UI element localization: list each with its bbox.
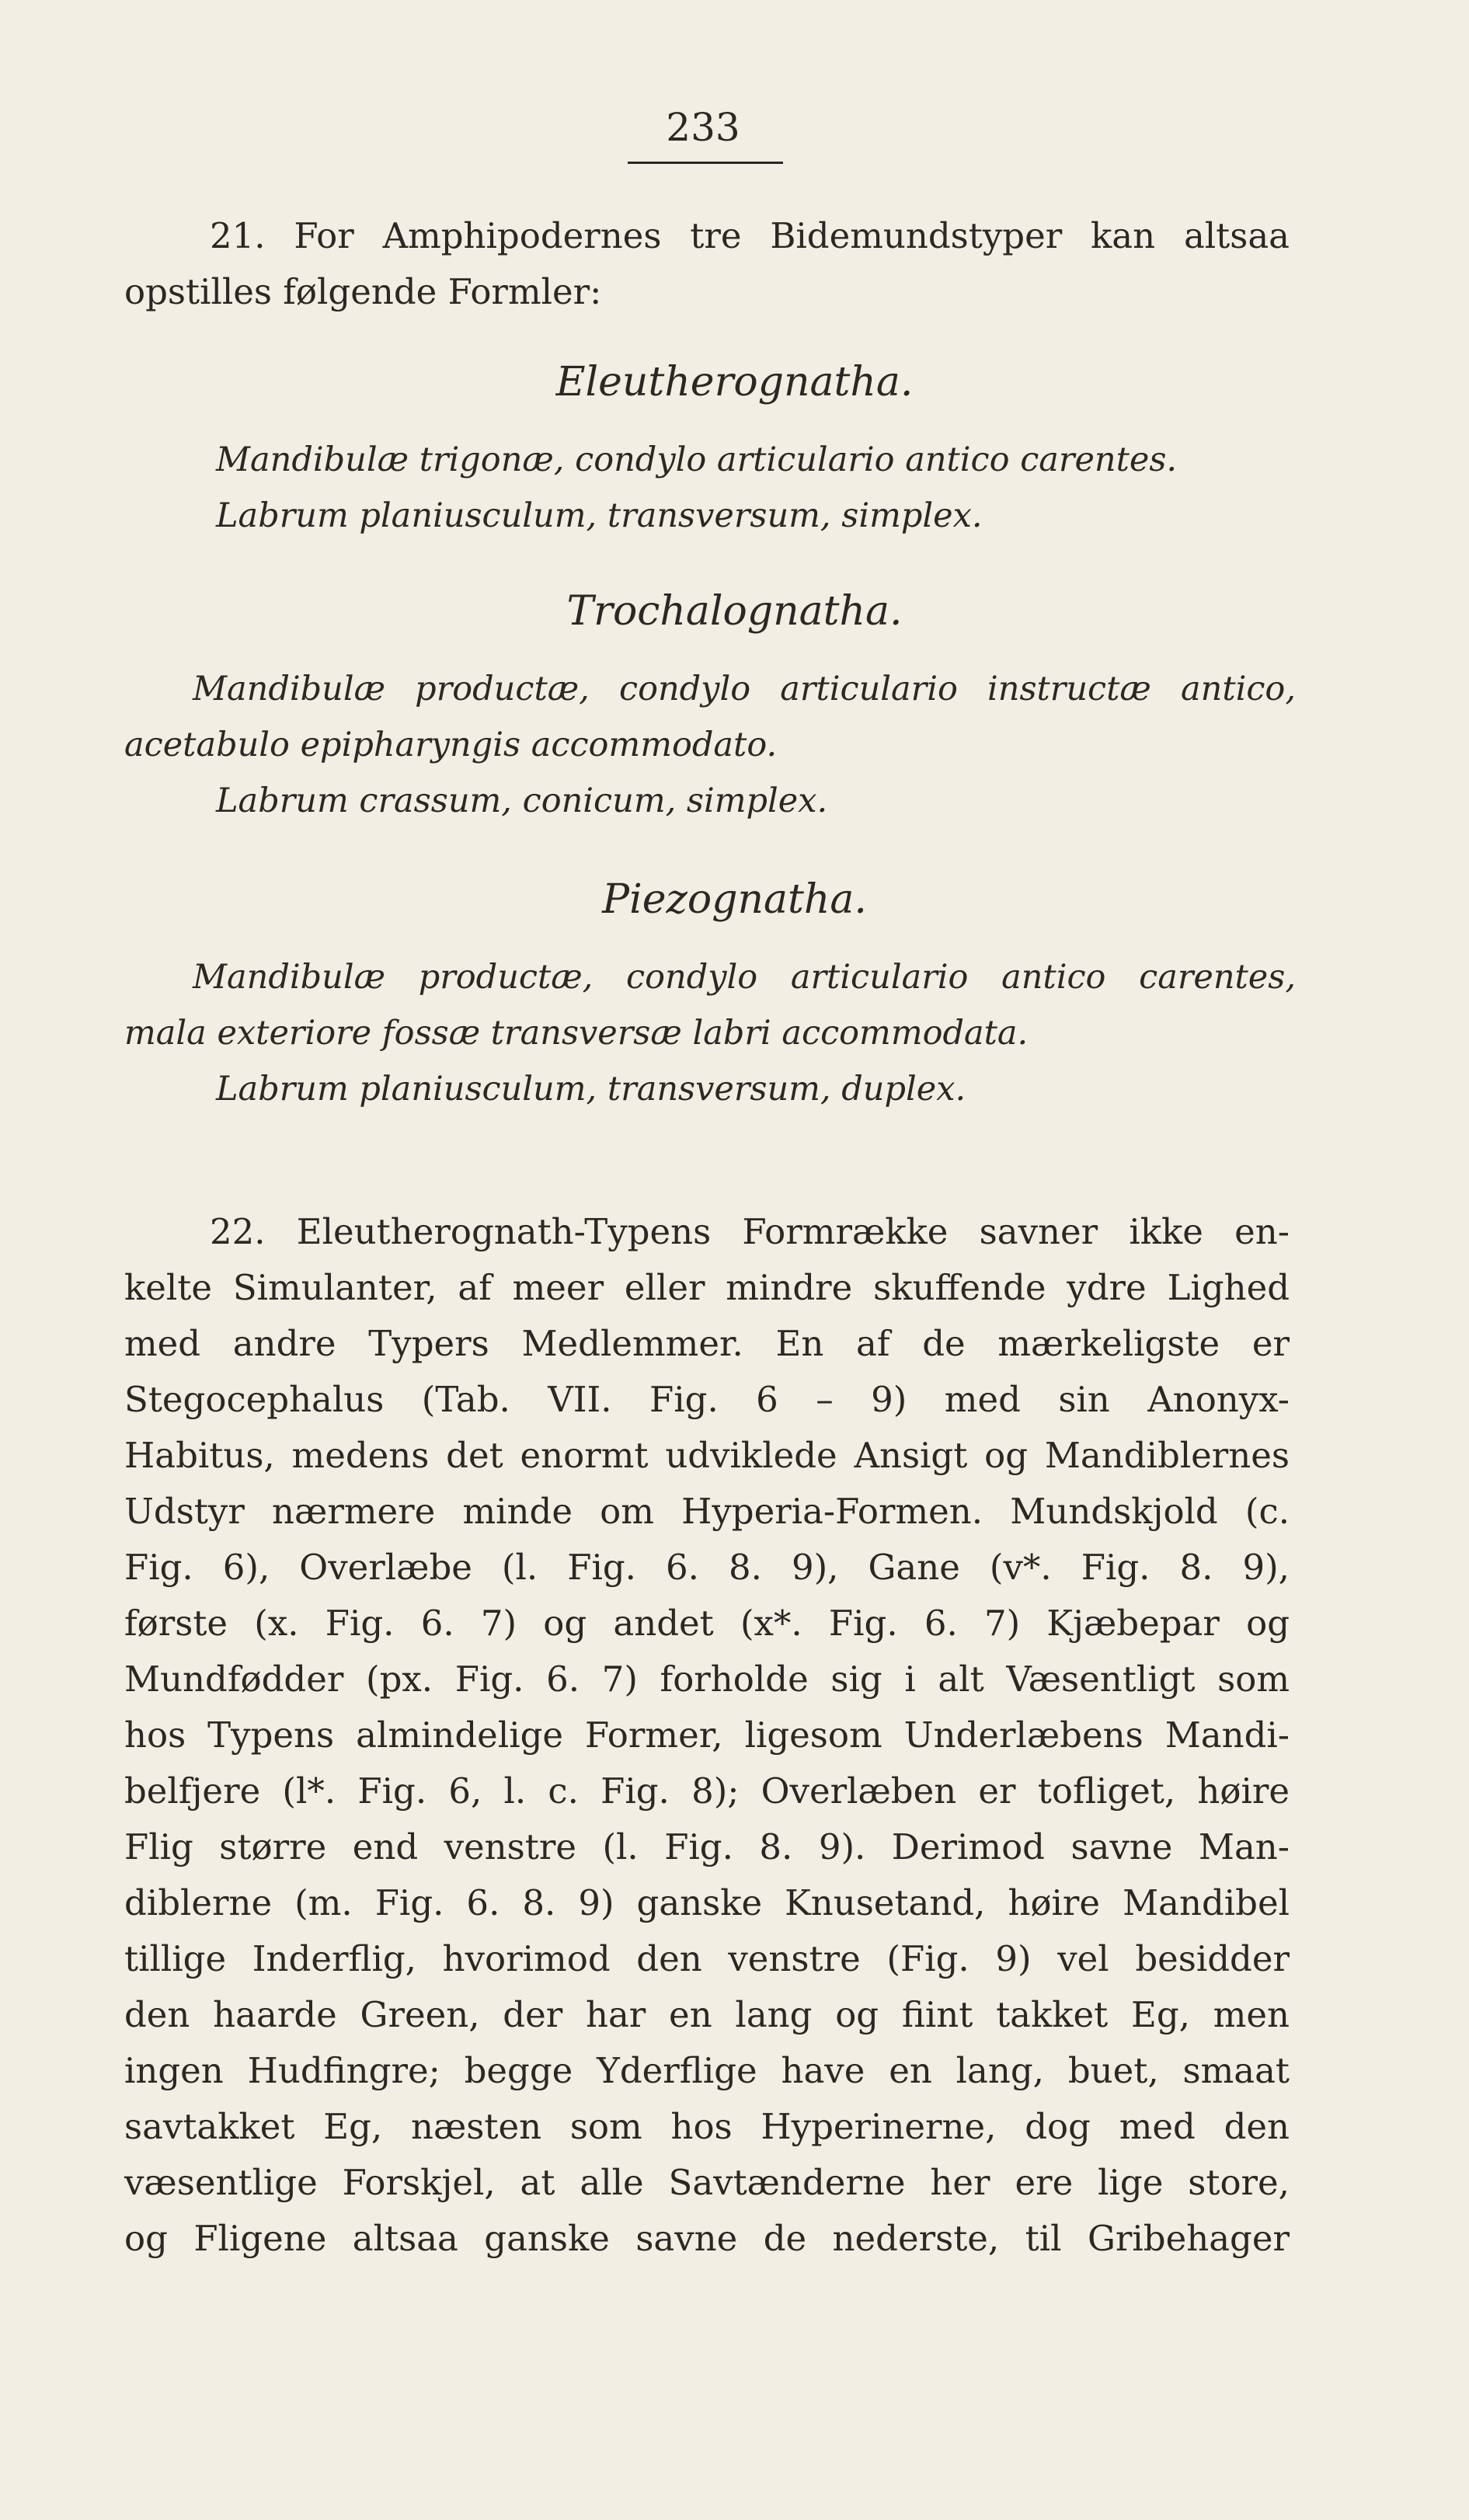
text-line: ingen Hudfingre; begge Yderflige have en lang, buet, smaat <box>124 2050 1290 2091</box>
text-line: med andre Typers Medlemmer. En af de mærkeligste er <box>124 1323 1290 1364</box>
text-line: Flig større end venstre (l. Fig. 8. 9). Derimod savne Man- <box>124 1826 1290 1867</box>
text-line: første (x. Fig. 6. 7) og andet (x*. Fig. 6. 7) Kjæbepar og <box>124 1603 1290 1644</box>
text-line: savtakket Eg, næsten som hos Hyperinerne, dog med den <box>124 2106 1290 2147</box>
text-line: kelte Simulanter, af meer eller mindre skuffende ydre Lighed <box>124 1267 1290 1308</box>
text-line: 22. Eleutherognath-Typens Formrække savner ikke en- <box>210 1211 1290 1252</box>
latin-diagnosis-line: Mandibulæ trigonæ, condylo articulario antico carentes. <box>216 440 1178 479</box>
text-line: diblerne (m. Fig. 6. 8. 9) ganske Knusetand, høire Mandibel <box>124 1882 1290 1923</box>
group-heading-trochalognatha: Trochalognatha. <box>566 588 903 635</box>
latin-diagnosis-line: Mandibulæ productæ, condylo articulario instructæ antico, <box>193 670 1296 708</box>
group-heading-eleutherognatha: Eleutherognatha. <box>555 359 914 405</box>
text-line: den haarde Green, der har en lang og fiint takket Eg, men <box>124 1994 1290 2035</box>
page-number: 233 <box>666 105 740 150</box>
latin-diagnosis-line: Labrum planiusculum, transversum, duplex. <box>216 1070 966 1109</box>
text-line: og Fligene altsaa ganske savne de nederste, til Gribehager <box>124 2218 1290 2259</box>
text-line: opstilles følgende Formler: <box>124 271 602 312</box>
text-line: Stegocephalus (Tab. VII. Fig. 6 – 9) med sin Anonyx- <box>124 1379 1290 1420</box>
latin-diagnosis-line: Mandibulæ productæ, condylo articulario antico carentes, <box>193 958 1296 997</box>
text-line: tillige Inderflig, hvorimod den venstre (Fig. 9) vel besidder <box>124 1938 1290 1979</box>
text-line: Udstyr nærmere minde om Hyperia-Formen. Mundskjold (c. <box>124 1491 1290 1532</box>
latin-diagnosis-line: acetabulo epipharyngis accommodato. <box>124 726 778 764</box>
group-heading-piezognatha: Piezognatha. <box>602 876 867 923</box>
latin-diagnosis-line: mala exteriore fossæ transversæ labri accommodata. <box>124 1014 1029 1053</box>
text-line: hos Typens almindelige Former, ligesom Underlæbens Mandi- <box>124 1714 1290 1756</box>
page-number-rule <box>628 162 783 164</box>
latin-diagnosis-line: Labrum crassum, conicum, simplex. <box>216 781 828 820</box>
section-21-paragraph <box>124 208 1290 320</box>
text-line: belfjere (l*. Fig. 6, l. c. Fig. 8); Overlæben er tofliget, høire <box>124 1770 1290 1812</box>
text-line: Habitus, medens det enormt udviklede Ansigt og Mandiblernes <box>124 1435 1290 1476</box>
text-line: 21. For Amphipodernes tre Bidemundstyper kan altsaa <box>210 215 1290 256</box>
text-line: væsentlige Forskjel, at alle Savtænderne her ere lige store, <box>124 2162 1290 2203</box>
latin-diagnosis-line: Labrum planiusculum, transversum, simplex. <box>216 496 983 535</box>
section-22-paragraph <box>124 1204 1290 2267</box>
text-line: Fig. 6), Overlæbe (l. Fig. 6. 8. 9), Gane (v*. Fig. 8. 9), <box>124 1547 1290 1588</box>
text-line: Mundfødder (px. Fig. 6. 7) forholde sig i alt Væsentligt som <box>124 1659 1290 1700</box>
